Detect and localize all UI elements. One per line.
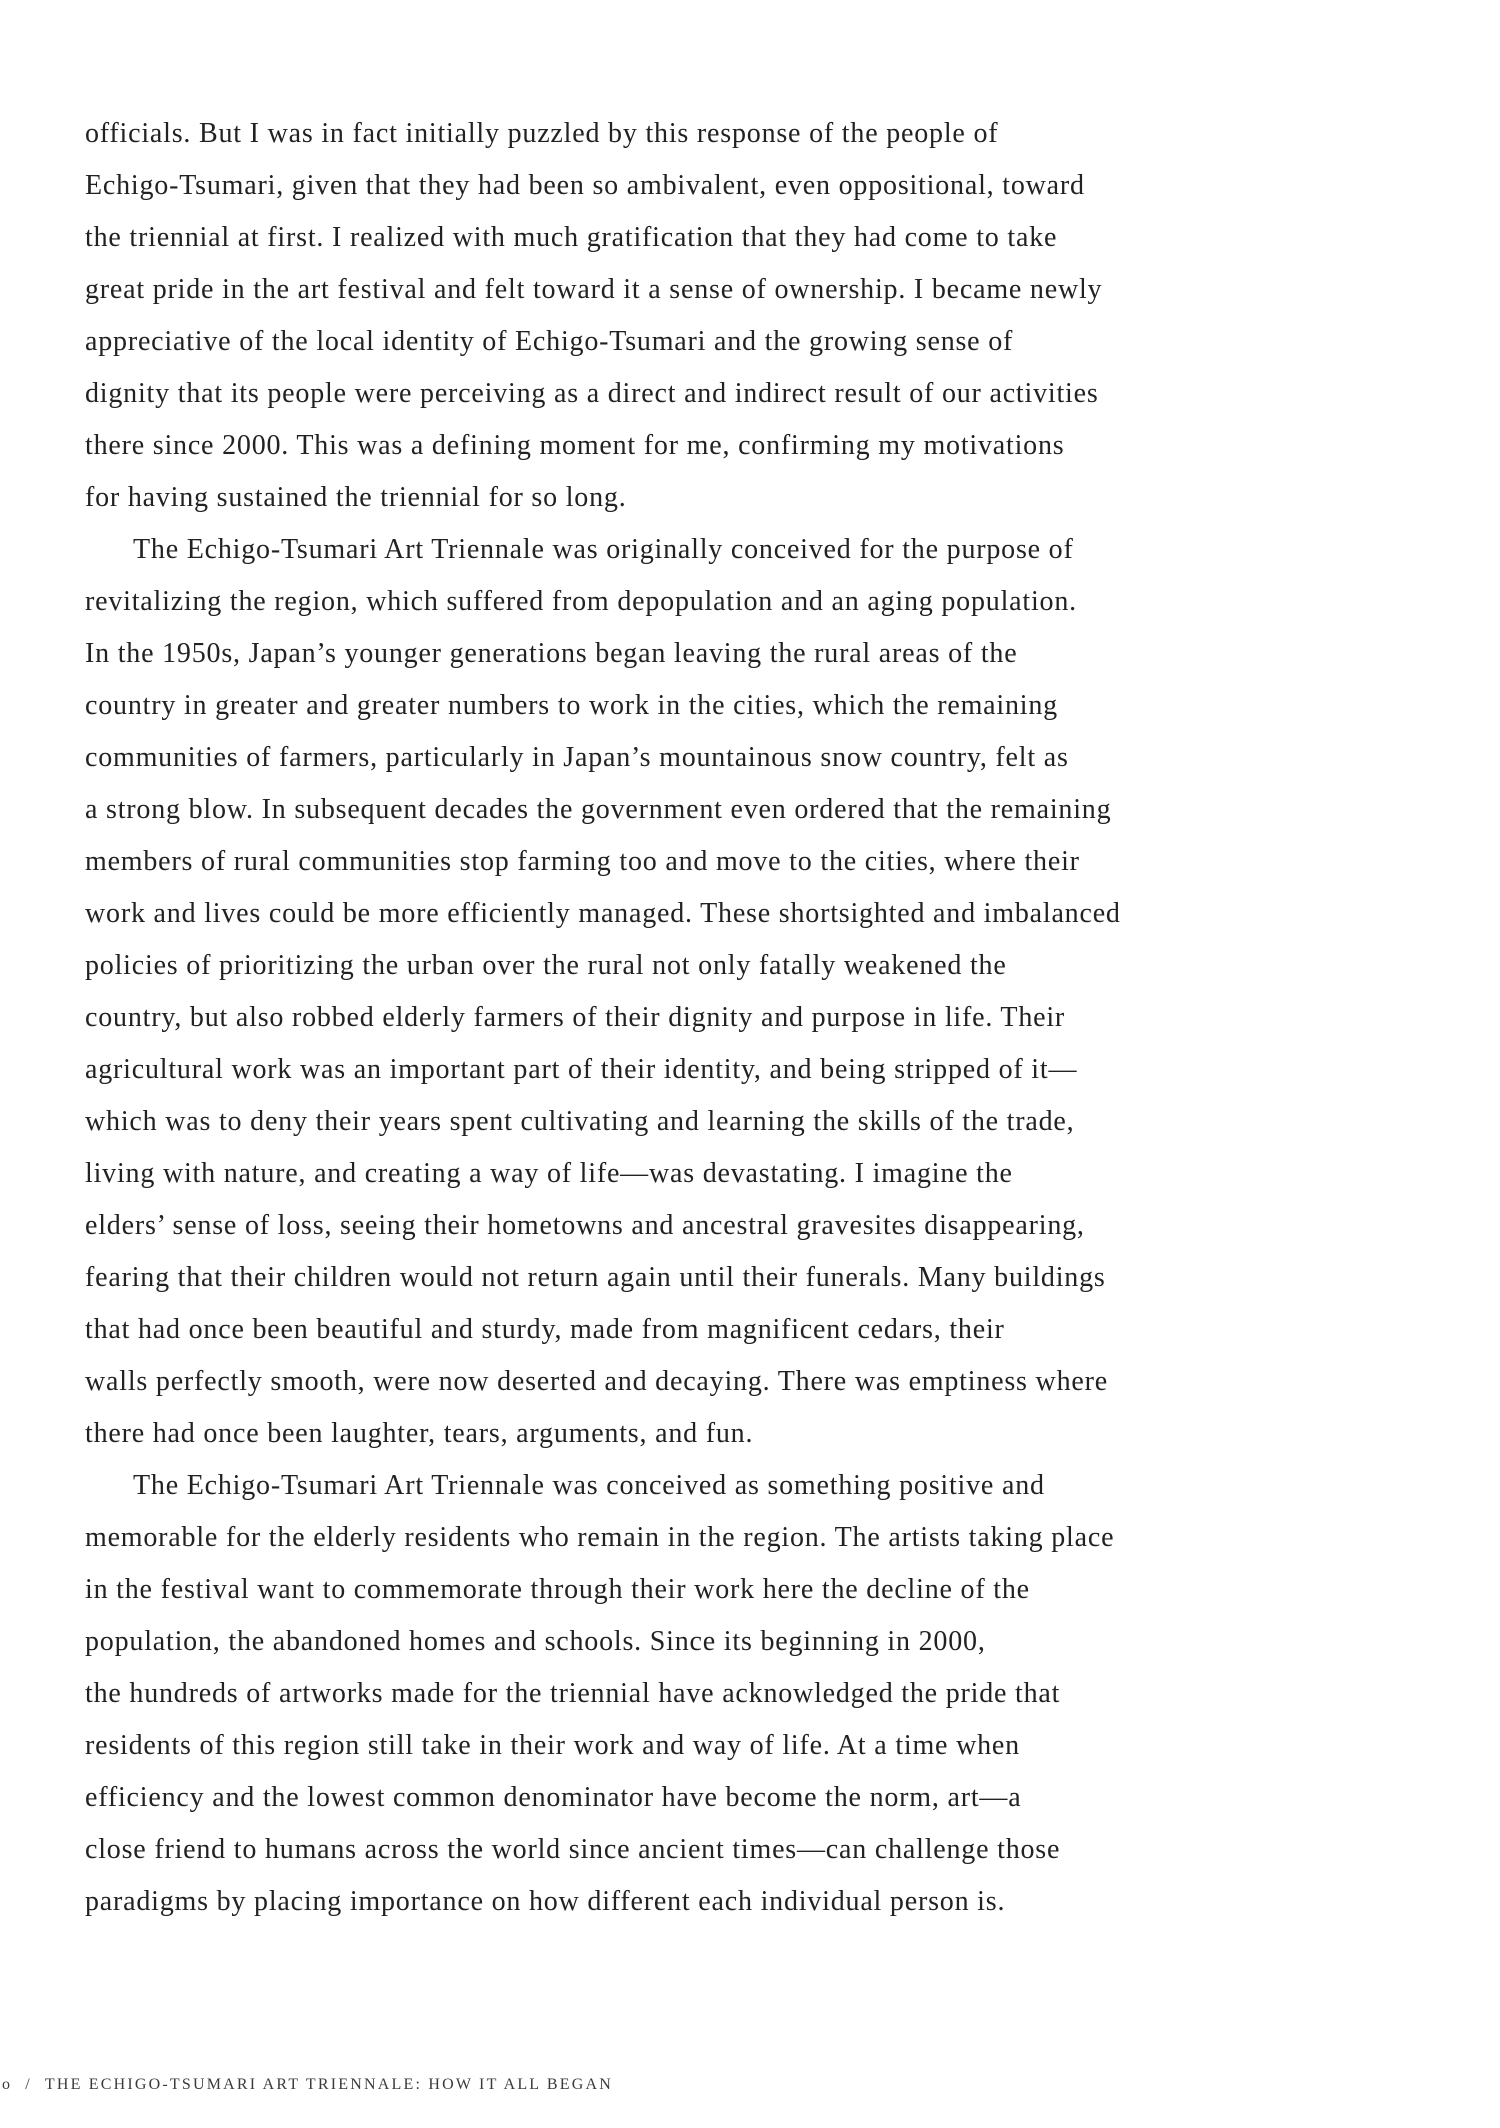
body-line: population, the abandoned homes and schools. Since its beginning in 2000, (85, 1626, 986, 1657)
body-line: living with nature, and creating a way of life—was devastating. I imagine the (85, 1158, 1013, 1189)
body-line: elders’ sense of loss, seeing their hometowns and ancestral gravesites disappearing, (85, 1210, 1085, 1241)
body-line: agricultural work was an important part of their identity, and being stripped of it— (85, 1054, 1078, 1085)
body-line: efficiency and the lowest common denominator have become the norm, art—a (85, 1782, 1022, 1813)
body-text (85, 108, 1345, 1928)
body-line: The Echigo-Tsumari Art Triennale was originally conceived for the purpose of (133, 534, 1074, 565)
body-line: work and lives could be more efficiently managed. These shortsighted and imbalanced (85, 898, 1121, 929)
body-line: close friend to humans across the world since ancient times—can challenge those (85, 1834, 1061, 1865)
body-line: fearing that their children would not return again until their funerals. Many buildings (85, 1262, 1106, 1293)
body-line: paradigms by placing importance on how different each individual person is. (85, 1886, 1006, 1917)
body-line: in the festival want to commemorate through their work here the decline of the (85, 1574, 1030, 1605)
body-line: that had once been beautiful and sturdy, made from magnificent cedars, their (85, 1314, 1005, 1345)
paragraph (85, 108, 1345, 524)
footer-separator: / (25, 2076, 32, 2093)
body-line: officials. But I was in fact initially puzzled by this response of the people of (85, 118, 999, 149)
body-line: appreciative of the local identity of Echigo-Tsumari and the growing sense of (85, 326, 1014, 357)
paragraph (85, 524, 1345, 1460)
body-line: memorable for the elderly residents who remain in the region. The artists taking place (85, 1522, 1115, 1553)
page-footer (2, 2076, 613, 2094)
body-line: members of rural communities stop farming too and move to the cities, where their (85, 846, 1080, 877)
paragraph (85, 1460, 1345, 1928)
body-line: dignity that its people were perceiving as a direct and indirect result of our activities (85, 378, 1099, 409)
body-line: In the 1950s, Japan’s younger generations began leaving the rural areas of the (85, 638, 1018, 669)
body-line: for having sustained the triennial for so long. (85, 482, 627, 513)
body-line: policies of prioritizing the urban over the rural not only fatally weakened the (85, 950, 1007, 981)
body-line: residents of this region still take in their work and way of life. At a time when (85, 1730, 1020, 1761)
body-line: walls perfectly smooth, were now deserted and decaying. There was emptiness where (85, 1366, 1108, 1397)
body-line: country, but also robbed elderly farmers of their dignity and purpose in life. Their (85, 1002, 1066, 1033)
body-line: revitalizing the region, which suffered from depopulation and an aging population. (85, 586, 1077, 617)
body-line: The Echigo-Tsumari Art Triennale was conceived as something positive and (133, 1470, 1045, 1501)
body-line: great pride in the art festival and felt toward it a sense of ownership. I became newly (85, 274, 1103, 305)
body-line: there since 2000. This was a defining moment for me, confirming my motivations (85, 430, 1065, 461)
footer-running-title: THE ECHIGO-TSUMARI ART TRIENNALE: HOW IT ALL BEGAN (44, 2076, 613, 2093)
body-line: which was to deny their years spent cultivating and learning the skills of the trade, (85, 1106, 1075, 1137)
body-line: a strong blow. In subsequent decades the government even ordered that the remaining (85, 794, 1112, 825)
body-line: the hundreds of artworks made for the triennial have acknowledged the pride that (85, 1678, 1061, 1709)
footer-page-number: o (2, 2076, 13, 2093)
body-line: Echigo-Tsumari, given that they had been so ambivalent, even oppositional, toward (85, 170, 1085, 201)
body-line: country in greater and greater numbers to work in the cities, which the remaining (85, 690, 1058, 721)
body-line: there had once been laughter, tears, arguments, and fun. (85, 1418, 754, 1449)
body-line: communities of farmers, particularly in Japan’s mountainous snow country, felt as (85, 742, 1069, 773)
body-line: the triennial at first. I realized with much gratification that they had come to take (85, 222, 1058, 253)
